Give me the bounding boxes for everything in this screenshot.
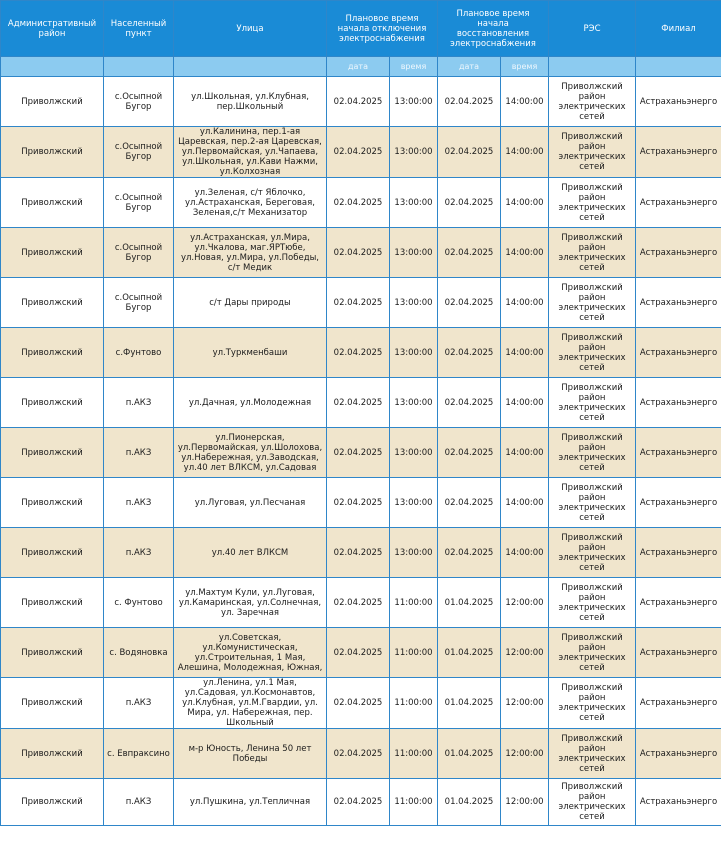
cell-res: Приволжский район электрических сетей (549, 779, 636, 826)
cell-on-date: 02.04.2025 (438, 478, 501, 528)
cell-branch: Астраханьэнерго (636, 127, 721, 178)
cell-off-time: 13:00:00 (390, 528, 438, 578)
cell-district: Приволжский (1, 77, 104, 127)
cell-off-time: 11:00:00 (390, 578, 438, 628)
cell-on-time: 12:00:00 (501, 628, 549, 678)
cell-locality: п.АКЗ (104, 678, 174, 729)
header-planned-off: Плановое время начала отключения электроснабжения (327, 1, 438, 57)
cell-street: ул.Туркменбаши (174, 328, 327, 378)
cell-res: Приволжский район электрических сетей (549, 678, 636, 729)
cell-branch: Астраханьэнерго (636, 328, 721, 378)
cell-res: Приволжский район электрических сетей (549, 127, 636, 178)
cell-on-time: 12:00:00 (501, 729, 549, 779)
cell-branch: Астраханьэнерго (636, 779, 721, 826)
table-row (1, 578, 721, 628)
cell-off-time: 11:00:00 (390, 729, 438, 779)
cell-on-date: 02.04.2025 (438, 77, 501, 127)
cell-branch: Астраханьэнерго (636, 428, 721, 478)
cell-res: Приволжский район электрических сетей (549, 428, 636, 478)
cell-district: Приволжский (1, 779, 104, 826)
table-row (1, 528, 721, 578)
cell-off-time: 13:00:00 (390, 278, 438, 328)
cell-branch: Астраханьэнерго (636, 178, 721, 228)
table-row (1, 779, 721, 826)
cell-branch: Астраханьэнерго (636, 478, 721, 528)
cell-off-time: 11:00:00 (390, 678, 438, 729)
cell-on-time: 14:00:00 (501, 328, 549, 378)
cell-district: Приволжский (1, 127, 104, 178)
cell-branch: Астраханьэнерго (636, 628, 721, 678)
cell-locality: с. Евпраксино (104, 729, 174, 779)
table-row (1, 228, 721, 278)
cell-locality: п.АКЗ (104, 478, 174, 528)
cell-off-time: 13:00:00 (390, 127, 438, 178)
cell-off-date: 02.04.2025 (327, 628, 390, 678)
cell-off-time: 11:00:00 (390, 628, 438, 678)
cell-locality: с. Фунтово (104, 578, 174, 628)
cell-off-date: 02.04.2025 (327, 178, 390, 228)
cell-street: ул.Ленина, ул.1 Мая, ул.Садовая, ул.Космонавтов, ул.Клубная, ул.М.Гвардии, ул. Мира, ул. Набережная, пер. Школьный (174, 678, 327, 729)
table-row (1, 278, 721, 328)
cell-branch: Астраханьэнерго (636, 528, 721, 578)
cell-on-time: 14:00:00 (501, 127, 549, 178)
cell-off-date: 02.04.2025 (327, 478, 390, 528)
cell-res: Приволжский район электрических сетей (549, 278, 636, 328)
cell-res: Приволжский район электрических сетей (549, 478, 636, 528)
cell-branch: Астраханьэнерго (636, 378, 721, 428)
cell-on-time: 14:00:00 (501, 178, 549, 228)
cell-on-date: 01.04.2025 (438, 678, 501, 729)
table-header (1, 1, 721, 77)
cell-street: ул.Пионерская, ул.Первомайская, ул.Шолохова, ул.Набережная, ул.Заводская, ул.40 лет ВЛКСМ, ул.Садовая (174, 428, 327, 478)
table-row (1, 628, 721, 678)
cell-locality: с.Осыпной Бугор (104, 77, 174, 127)
table-body (1, 77, 721, 826)
cell-res: Приволжский район электрических сетей (549, 77, 636, 127)
cell-on-time: 14:00:00 (501, 77, 549, 127)
cell-on-date: 02.04.2025 (438, 328, 501, 378)
header-district: Административный район (1, 1, 104, 57)
cell-locality: п.АКЗ (104, 528, 174, 578)
header-planned-on: Плановое время начала восстановления электроснабжения (438, 1, 549, 57)
cell-on-time: 14:00:00 (501, 528, 549, 578)
cell-district: Приволжский (1, 228, 104, 278)
cell-district: Приволжский (1, 178, 104, 228)
cell-on-date: 01.04.2025 (438, 578, 501, 628)
cell-locality: с.Осыпной Бугор (104, 278, 174, 328)
cell-on-time: 14:00:00 (501, 278, 549, 328)
cell-street: ул.Махтум Кули, ул.Луговая, ул.Камаринская, ул.Солнечная, ул. Заречная (174, 578, 327, 628)
cell-district: Приволжский (1, 478, 104, 528)
cell-off-date: 02.04.2025 (327, 779, 390, 826)
cell-district: Приволжский (1, 578, 104, 628)
cell-street: ул.Пушкина, ул.Тепличная (174, 779, 327, 826)
cell-res: Приволжский район электрических сетей (549, 528, 636, 578)
cell-off-date: 02.04.2025 (327, 278, 390, 328)
cell-on-date: 01.04.2025 (438, 729, 501, 779)
cell-branch: Астраханьэнерго (636, 228, 721, 278)
cell-off-date: 02.04.2025 (327, 127, 390, 178)
cell-branch: Астраханьэнерго (636, 678, 721, 729)
cell-street: ул.Советская, ул.Комунистическая, ул.Строительная, 1 Мая, Алешина, Молодежная, Южная, (174, 628, 327, 678)
header-on-date: дата (438, 57, 501, 77)
cell-on-date: 02.04.2025 (438, 278, 501, 328)
cell-on-date: 02.04.2025 (438, 178, 501, 228)
cell-locality: с. Водяновка (104, 628, 174, 678)
cell-off-time: 13:00:00 (390, 77, 438, 127)
cell-locality: с.Осыпной Бугор (104, 228, 174, 278)
cell-on-time: 14:00:00 (501, 428, 549, 478)
cell-street: ул.Калинина, пер.1-ая Царевская, пер.2-ая Царевская, ул.Первомайская, ул.Чапаева, ул.Школьная, ул.Кави Нажми, ул.Колхозная (174, 127, 327, 178)
cell-on-date: 01.04.2025 (438, 628, 501, 678)
cell-on-time: 12:00:00 (501, 779, 549, 826)
cell-street: с/т Дары природы (174, 278, 327, 328)
cell-off-time: 13:00:00 (390, 328, 438, 378)
cell-street: ул.Луговая, ул.Песчаная (174, 478, 327, 528)
cell-on-date: 02.04.2025 (438, 127, 501, 178)
cell-branch: Астраханьэнерго (636, 729, 721, 779)
header-off-time: время (390, 57, 438, 77)
cell-on-time: 14:00:00 (501, 378, 549, 428)
header-sub-empty (1, 57, 104, 77)
cell-district: Приволжский (1, 428, 104, 478)
cell-off-date: 02.04.2025 (327, 729, 390, 779)
cell-off-date: 02.04.2025 (327, 678, 390, 729)
cell-res: Приволжский район электрических сетей (549, 328, 636, 378)
cell-on-date: 02.04.2025 (438, 378, 501, 428)
header-sub-empty (174, 57, 327, 77)
cell-off-date: 02.04.2025 (327, 77, 390, 127)
cell-off-time: 13:00:00 (390, 428, 438, 478)
header-subrow (1, 57, 721, 77)
cell-off-date: 02.04.2025 (327, 528, 390, 578)
header-res: РЭС (549, 1, 636, 57)
table-row (1, 678, 721, 729)
cell-locality: с.Фунтово (104, 328, 174, 378)
cell-branch: Астраханьэнерго (636, 278, 721, 328)
cell-on-date: 02.04.2025 (438, 228, 501, 278)
cell-district: Приволжский (1, 729, 104, 779)
header-sub-empty (636, 57, 721, 77)
header-street: Улица (174, 1, 327, 57)
cell-off-time: 13:00:00 (390, 178, 438, 228)
table-row (1, 378, 721, 428)
cell-branch: Астраханьэнерго (636, 578, 721, 628)
cell-branch: Астраханьэнерго (636, 77, 721, 127)
cell-off-time: 13:00:00 (390, 228, 438, 278)
cell-district: Приволжский (1, 528, 104, 578)
cell-off-date: 02.04.2025 (327, 328, 390, 378)
cell-street: ул.40 лет ВЛКСМ (174, 528, 327, 578)
cell-district: Приволжский (1, 678, 104, 729)
cell-locality: п.АКЗ (104, 779, 174, 826)
cell-on-time: 12:00:00 (501, 578, 549, 628)
cell-res: Приволжский район электрических сетей (549, 729, 636, 779)
cell-off-date: 02.04.2025 (327, 378, 390, 428)
cell-locality: с.Осыпной Бугор (104, 178, 174, 228)
cell-street: ул.Зеленая, с/т Яблочко, ул.Астраханская, Береговая, Зеленая,с/т Механизатор (174, 178, 327, 228)
cell-district: Приволжский (1, 278, 104, 328)
cell-res: Приволжский район электрических сетей (549, 378, 636, 428)
table-row (1, 77, 721, 127)
cell-on-date: 02.04.2025 (438, 528, 501, 578)
header-locality: Населенный пункт (104, 1, 174, 57)
cell-on-date: 01.04.2025 (438, 779, 501, 826)
cell-on-date: 02.04.2025 (438, 428, 501, 478)
cell-res: Приволжский район электрических сетей (549, 178, 636, 228)
cell-locality: п.АКЗ (104, 428, 174, 478)
cell-off-date: 02.04.2025 (327, 578, 390, 628)
header-branch: Филиал (636, 1, 721, 57)
cell-off-date: 02.04.2025 (327, 428, 390, 478)
cell-district: Приволжский (1, 628, 104, 678)
cell-on-time: 12:00:00 (501, 678, 549, 729)
cell-street: ул.Школьная, ул.Клубная, пер.Школьный (174, 77, 327, 127)
cell-locality: с.Осыпной Бугор (104, 127, 174, 178)
cell-district: Приволжский (1, 378, 104, 428)
cell-off-date: 02.04.2025 (327, 228, 390, 278)
cell-res: Приволжский район электрических сетей (549, 578, 636, 628)
cell-on-time: 14:00:00 (501, 228, 549, 278)
cell-off-time: 11:00:00 (390, 779, 438, 826)
table-row (1, 328, 721, 378)
header-off-date: дата (327, 57, 390, 77)
header-on-time: время (501, 57, 549, 77)
cell-locality: п.АКЗ (104, 378, 174, 428)
table-row (1, 428, 721, 478)
cell-off-time: 13:00:00 (390, 378, 438, 428)
cell-res: Приволжский район электрических сетей (549, 628, 636, 678)
header-sub-empty (549, 57, 636, 77)
table-row (1, 127, 721, 178)
cell-on-time: 14:00:00 (501, 478, 549, 528)
cell-res: Приволжский район электрических сетей (549, 228, 636, 278)
table-row (1, 178, 721, 228)
header-row (1, 1, 721, 57)
cell-street: ул.Дачная, ул.Молодежная (174, 378, 327, 428)
table-row (1, 478, 721, 528)
cell-off-time: 13:00:00 (390, 478, 438, 528)
cell-district: Приволжский (1, 328, 104, 378)
table-row (1, 729, 721, 779)
header-sub-empty (104, 57, 174, 77)
cell-street: ул.Астраханская, ул.Мира, ул.Чкалова, маг.ЯРТюбе, ул.Новая, ул.Мира, ул.Победы, с/т Медик (174, 228, 327, 278)
cell-street: м-р Юность, Ленина 50 лет Победы (174, 729, 327, 779)
